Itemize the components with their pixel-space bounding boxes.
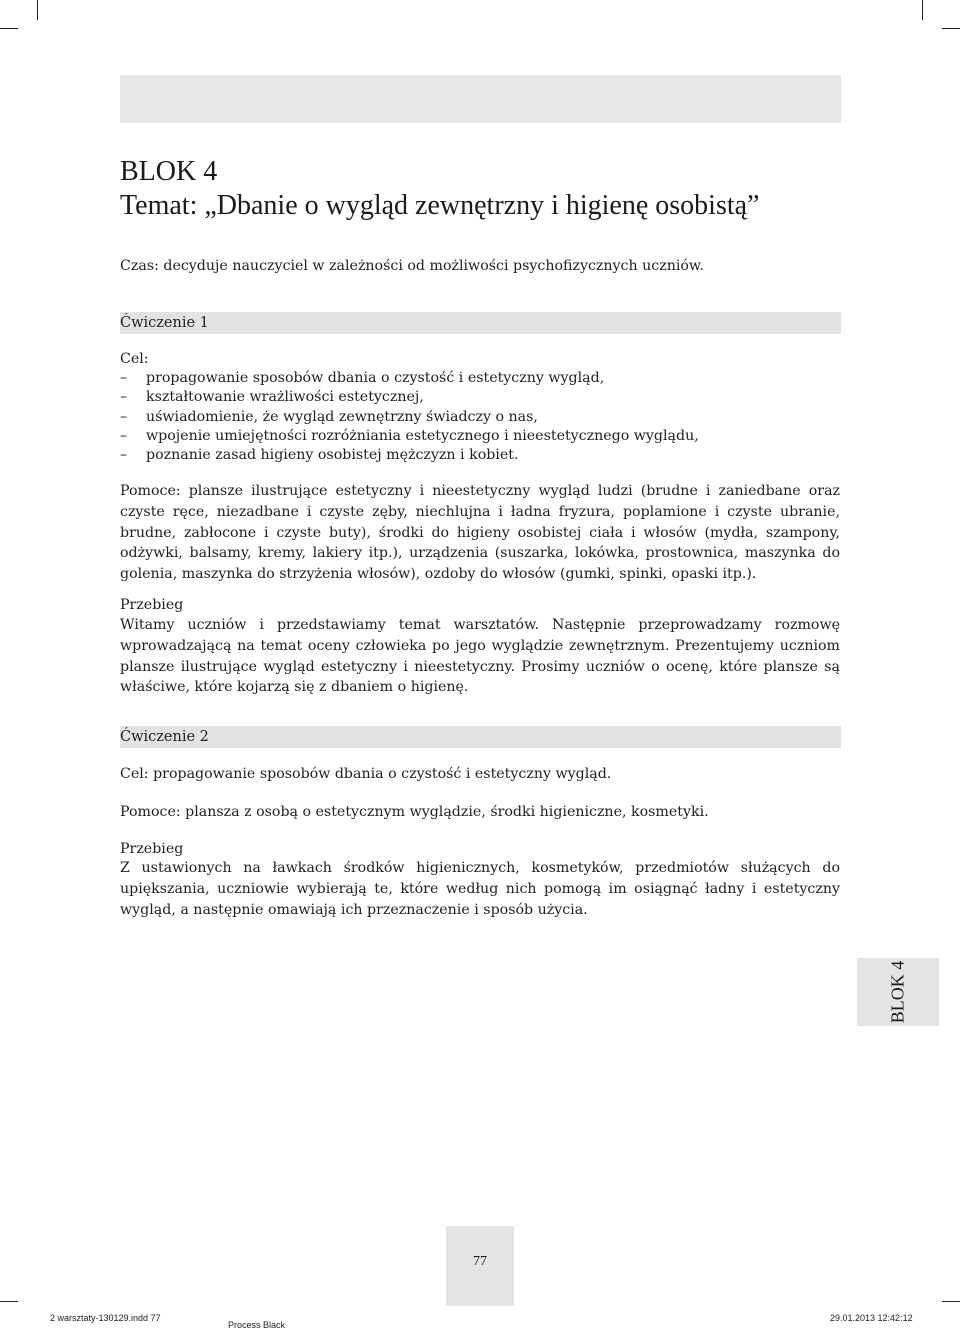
procedure-paragraph-2: Z ustawionych na ławkach środków higienicznych, kosmetyków, przedmiotów służących do upiększania, uczniowie wybierają te, które według nich pomogą im osiągnąć ładny i estetyczny wygląd, a następnie omawiają ich przeznaczenie i sposób użycia. xyxy=(120,860,840,918)
aids-text: plansze ilustrujące estetyczny i nieestetyczny wygląd ludzi (brudne i zaniedbane oraz czyste ręce, niezadbane i czyste zęby, niechlujna i ładna fryzura, poplamione i czyste ubranie, brudne, zabłocone i czyste buty), środki do higieny osobistej ciała i włosów (mydła, szampony, odżywki, balsamy, kremy, lakiery itp.), urządzenia (suszarka, lokówka, prostownica, maszynka do golenia, maszynka do strzyżenia włosów), ozdoby do włosów (gumki, spinki, opaski itp.). xyxy=(120,483,840,583)
crop-mark xyxy=(0,1301,18,1302)
aids-line-2 xyxy=(120,802,709,822)
time-line xyxy=(120,256,704,276)
goal-line-2 xyxy=(120,764,611,784)
time-text: decyduje nauczyciel w zależności od możliwości psychofizycznych uczniów. xyxy=(158,258,704,274)
page-number: 77 xyxy=(473,1254,487,1269)
crop-mark xyxy=(942,28,960,29)
page-number-box xyxy=(446,1226,514,1306)
goals-list xyxy=(120,369,699,465)
procedure-label: Przebieg xyxy=(120,597,184,613)
goal-label: Cel: xyxy=(120,351,149,367)
crop-mark xyxy=(0,28,18,29)
exercise-1-heading: Ćwiczenie 1 xyxy=(120,315,209,331)
list-item: – uświadomienie, że wygląd zewnętrzny świadczy o nas, xyxy=(120,408,538,425)
topic-title: Temat: „Dbanie o wygląd zewnętrzny i higienę osobistą” xyxy=(120,190,760,221)
goal-text-2: propagowanie sposobów dbania o czystość i estetyczny wygląd. xyxy=(148,766,612,782)
side-tab-label: BLOK 4 xyxy=(887,960,908,1024)
aids-text-2: plansza z osobą o estetycznym wyglądzie, środki higieniczne, kosmetyki. xyxy=(180,804,709,820)
list-item: – kształtowanie wrażliwości estetycznej, xyxy=(120,389,424,406)
list-item: – propagowanie sposobów dbania o czystość i estetyczny wygląd, xyxy=(120,370,605,386)
list-item: – poznanie zasad higieny osobistej mężczyzn i kobiet. xyxy=(120,447,519,464)
footer-file: 2 warsztaty-130129.indd 77 xyxy=(50,1313,161,1323)
goal-label-2: Cel: xyxy=(120,766,149,782)
exercise-1-bar xyxy=(120,312,841,334)
aids-label-2: Pomoce: xyxy=(120,804,181,820)
header-band xyxy=(120,75,841,123)
footer-color: Process Black xyxy=(228,1320,286,1330)
list-item: – wpojenie umiejętności rozróżniania estetycznego i nieestetycznego wyglądu, xyxy=(120,427,699,444)
procedure-label-2: Przebieg xyxy=(120,841,184,857)
footer-date: 29.01.2013 12:42:12 xyxy=(830,1313,913,1323)
crop-mark xyxy=(922,0,923,20)
side-tab xyxy=(857,958,939,1026)
time-label: Czas: xyxy=(120,258,159,274)
procedure-paragraph: Witamy uczniów i przedstawiamy temat warsztatów. Następnie przeprowadzamy rozmowę wprowadzającą na temat oceny człowieka po jego wyglądzie zewnętrznym. Prezentujemy uczniom plansze ilustrujące wygląd estetyczny i nieestetyczny. Prosimy uczniów o ocenę, które plansze są właściwe, które kojarzą się z dbaniem o higienę. xyxy=(120,617,840,696)
crop-mark xyxy=(37,0,38,20)
exercise-2-bar xyxy=(120,726,841,748)
aids-label: Pomoce: xyxy=(120,483,181,499)
crop-mark xyxy=(942,1301,960,1302)
exercise-2-heading: Ćwiczenie 2 xyxy=(120,729,209,745)
block-title: BLOK 4 xyxy=(120,156,218,187)
aids-paragraph xyxy=(120,481,840,585)
